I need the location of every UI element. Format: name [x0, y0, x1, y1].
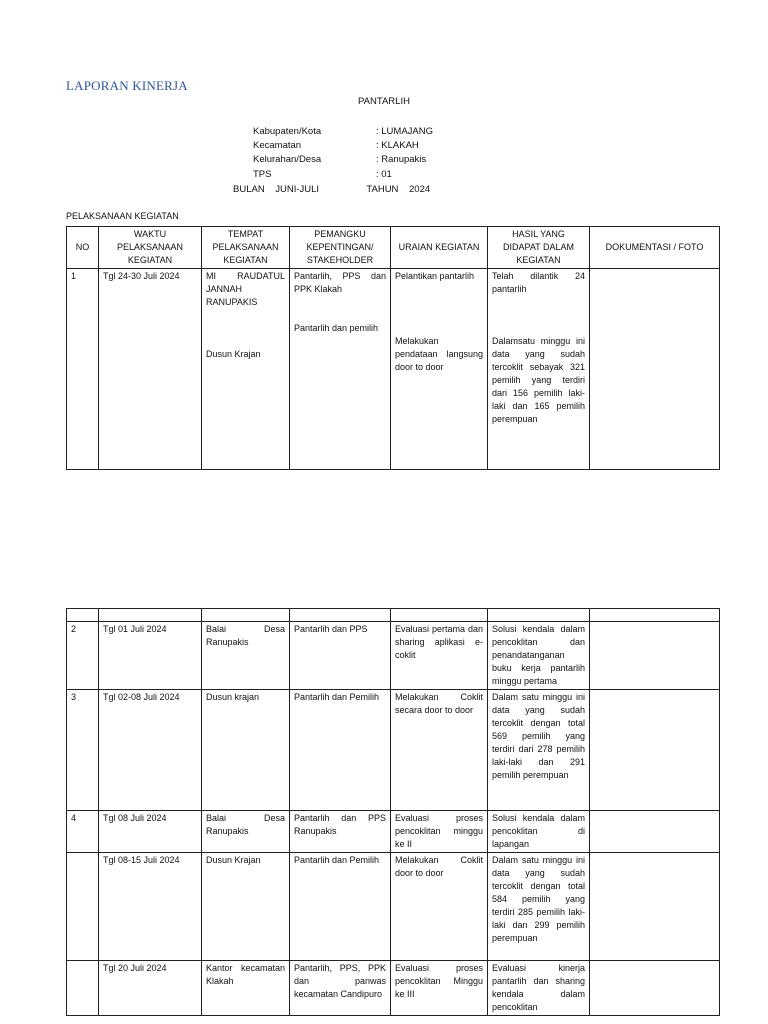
cell-no: [67, 961, 99, 1016]
info-row-kabupaten: [253, 125, 433, 139]
col-header-pemangku: PEMANGKU KEPENTINGAN/ STAKEHOLDER: [290, 227, 391, 269]
cell-hasil: Solusi kendala dalam pencoklitan dan penandatanganan buku kerja pantarlih minggu pertama: [488, 622, 590, 690]
info-label: TPS: [253, 168, 272, 180]
table-row: [67, 622, 720, 690]
cell-waktu: Tgl 20 Juli 2024: [99, 961, 202, 1016]
info-row-kelurahan: [253, 153, 433, 167]
cell-waktu: Tgl 24-30 Juli 2024: [99, 269, 202, 470]
cell-dokumentasi: [590, 269, 720, 470]
cell-pemangku: [290, 269, 391, 470]
cell-pemangku: Pantarlih dan PPS: [290, 622, 391, 690]
pemangku-a: Pantarlih, PPS dan PPK Klakah: [294, 271, 386, 294]
hasil-a: Telah dilantik 24 pantarlih: [492, 271, 585, 294]
table-row: [67, 853, 720, 961]
col-header-no: NO: [67, 227, 99, 269]
table-row: [67, 811, 720, 853]
report-subtitle: PANTARLIH: [358, 96, 410, 107]
info-value: : KLAKAH: [376, 140, 419, 152]
cell-uraian: Melakukan Coklit door to door: [391, 853, 488, 961]
location-info: [253, 125, 433, 182]
cell-hasil: Solusi kendala dalam pencoklitan di lapangan: [488, 811, 590, 853]
table-header-row: [67, 227, 720, 269]
cell-tempat: Balai Desa Ranupakis: [202, 811, 290, 853]
cell-no: 3: [67, 690, 99, 811]
cell-uraian: Evaluasi proses pencoklitan Minggu ke III: [391, 961, 488, 1016]
cell-uraian: Evaluasi proses pencoklitan minggu ke II: [391, 811, 488, 853]
col-header-waktu: WAKTU PELAKSANAAN KEGIATAN: [99, 227, 202, 269]
tahun-label: TAHUN: [366, 184, 399, 195]
hasil-b: Dalamsatu minggu ini data yang sudah tercoklit sebayak 321 pemilih yang terdiri dari 156 pemilih laki-laki dan 165 pemilih perempuan: [492, 336, 585, 424]
report-period: [233, 184, 430, 195]
cell-no: [67, 853, 99, 961]
cell-tempat: Dusun krajan: [202, 690, 290, 811]
info-value: : 01: [376, 168, 392, 180]
bulan-value: JUNI-JULI: [275, 184, 320, 195]
info-label: Kabupaten/Kota: [253, 126, 322, 137]
bulan-label: BULAN: [233, 184, 265, 195]
cell-hasil: Evaluasi kinerja pantarlih dan sharing kendala dalam pencoklitan: [488, 961, 590, 1016]
cell-uraian: Melakukan Coklit secara door to door: [391, 690, 488, 811]
col-header-tempat: TEMPAT PELAKSANAAN KEGIATAN: [202, 227, 290, 269]
cell-waktu: Tgl 02-08 Juli 2024: [99, 690, 202, 811]
tempat-b: Dusun Krajan: [206, 349, 261, 359]
report-title: LAPORAN KINERJA: [66, 78, 188, 93]
cell-dokumentasi: [590, 853, 720, 961]
activity-table-continued: [66, 608, 720, 1016]
cell-waktu: Tgl 08 Juli 2024: [99, 811, 202, 853]
cell-tempat: [202, 269, 290, 470]
pemangku-b: Pantarlih dan pemilih: [294, 323, 379, 333]
cell-no: 4: [67, 811, 99, 853]
cell-tempat: Dusun Krajan: [202, 853, 290, 961]
tahun-value: 2024: [409, 184, 431, 195]
cell-no: 1: [67, 269, 99, 470]
cell-dokumentasi: [590, 811, 720, 853]
cell-uraian: [391, 269, 488, 470]
cell-dokumentasi: [590, 622, 720, 690]
uraian-b: Melakukan pendataan langsung door to door: [395, 336, 483, 372]
table-row: [67, 690, 720, 811]
section-title: PELAKSANAAN KEGIATAN: [66, 211, 179, 221]
info-row-tps: [253, 168, 433, 182]
col-header-uraian: URAIAN KEGIATAN: [391, 227, 488, 269]
info-value: : LUMAJANG: [376, 126, 434, 137]
col-header-dokumentasi: DOKUMENTASI / FOTO: [590, 227, 720, 269]
cell-tempat: Balai Desa Ranupakis: [202, 622, 290, 690]
cell-dokumentasi: [590, 961, 720, 1016]
table-continuation-row: [67, 609, 720, 622]
info-label: Kecamatan: [253, 140, 302, 152]
cell-uraian: Evaluasi pertama dan sharing aplikasi e-coklit: [391, 622, 488, 690]
cell-dokumentasi: [590, 690, 720, 811]
cell-hasil: Dalam satu minggu ini data yang sudah tercoklit dengan total 584 pemilih yang terdiri 285 pemilih laki-laki dan 299 pemilih perempuan: [488, 853, 590, 961]
info-row-kecamatan: [253, 139, 433, 153]
cell-waktu: Tgl 08-15 Juli 2024: [99, 853, 202, 961]
cell-hasil: [488, 269, 590, 470]
tempat-a: MI RAUDATUL JANNAH RANUPAKIS: [206, 271, 285, 307]
cell-waktu: Tgl 01 Juli 2024: [99, 622, 202, 690]
activity-table: [66, 226, 720, 470]
cell-pemangku: Pantarlih dan Pemilih: [290, 853, 391, 961]
cell-hasil: Dalam satu minggu ini data yang sudah tercoklit dengan total 569 pemilih yang terdiri dari 278 pemilih laki-laki dan 291 pemilih perempuan: [488, 690, 590, 811]
info-value: : Ranupakis: [376, 154, 427, 166]
table-row: [67, 961, 720, 1016]
cell-pemangku: Pantarlih, PPS, PPK dan panwas kecamatan Candipuro: [290, 961, 391, 1016]
cell-pemangku: Pantarlih dan PPS Ranupakis: [290, 811, 391, 853]
cell-tempat: Kantor kecamatan Klakah: [202, 961, 290, 1016]
cell-no: 2: [67, 622, 99, 690]
info-label: Kelurahan/Desa: [253, 154, 322, 166]
table-row: [67, 269, 720, 470]
col-header-hasil: HASIL YANG DIDAPAT DALAM KEGIATAN: [488, 227, 590, 269]
cell-pemangku: Pantarlih dan Pemilih: [290, 690, 391, 811]
uraian-a: Pelantikan pantarlih: [395, 271, 475, 281]
